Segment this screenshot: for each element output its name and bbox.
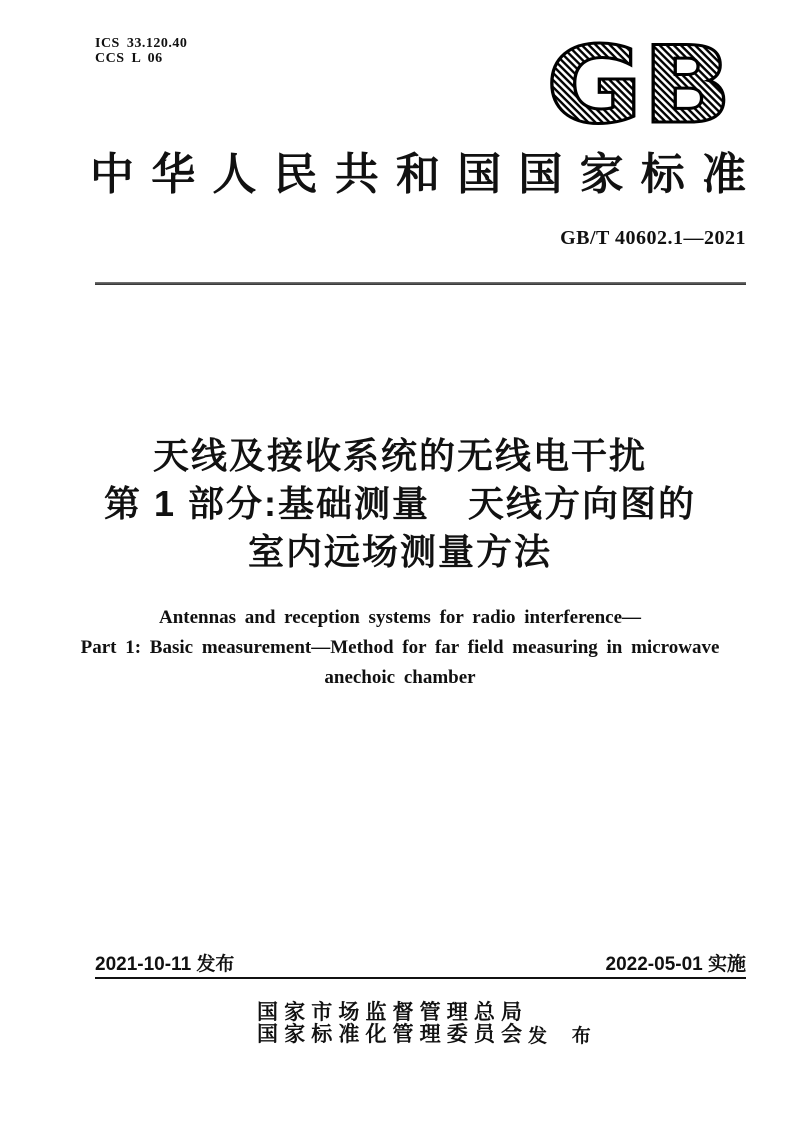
- gb-standard-logo-icon: [543, 40, 735, 128]
- publisher-line1: 国家市场监督管理总局: [257, 1000, 522, 1024]
- implementation-date: 2022-05-01 实施: [605, 954, 746, 975]
- publish-label: 发 布: [528, 1026, 601, 1047]
- document-title-cn: [0, 432, 800, 576]
- document-title-cn-line1: 天线及接收系统的无线电干扰: [152, 435, 647, 476]
- ics-ccs-codes: [95, 36, 187, 66]
- document-title-cn-line3: 室内远场测量方法: [247, 531, 552, 572]
- document-title-cn-line2: 第 1 部分:基础测量 天线方向图的: [103, 483, 696, 524]
- gb-logo-letters: GB: [546, 40, 732, 128]
- publisher-block: [257, 1001, 522, 1045]
- issue-date: 2021-10-11 发布: [95, 954, 235, 975]
- document-title-en-line1: Antennas and reception systems for radio interference—: [158, 607, 642, 628]
- ccs-code: CCS L 06: [95, 51, 163, 66]
- national-standard-title: 中华人民共和国国家标准: [90, 150, 746, 199]
- footer-divider-rule: [95, 977, 746, 979]
- document-title-en-line3: anechoic chamber: [324, 667, 476, 688]
- document-title-en: [40, 603, 760, 693]
- standard-number: GB/T 40602.1—2021: [560, 227, 746, 249]
- publisher-line2: 国家标准化管理委员会: [257, 1022, 522, 1046]
- ics-code: ICS 33.120.40: [95, 36, 188, 51]
- header-divider-rule: [95, 282, 746, 285]
- document-title-en-line2: Part 1: Basic measurement—Method for far field measuring in microwave: [80, 637, 720, 658]
